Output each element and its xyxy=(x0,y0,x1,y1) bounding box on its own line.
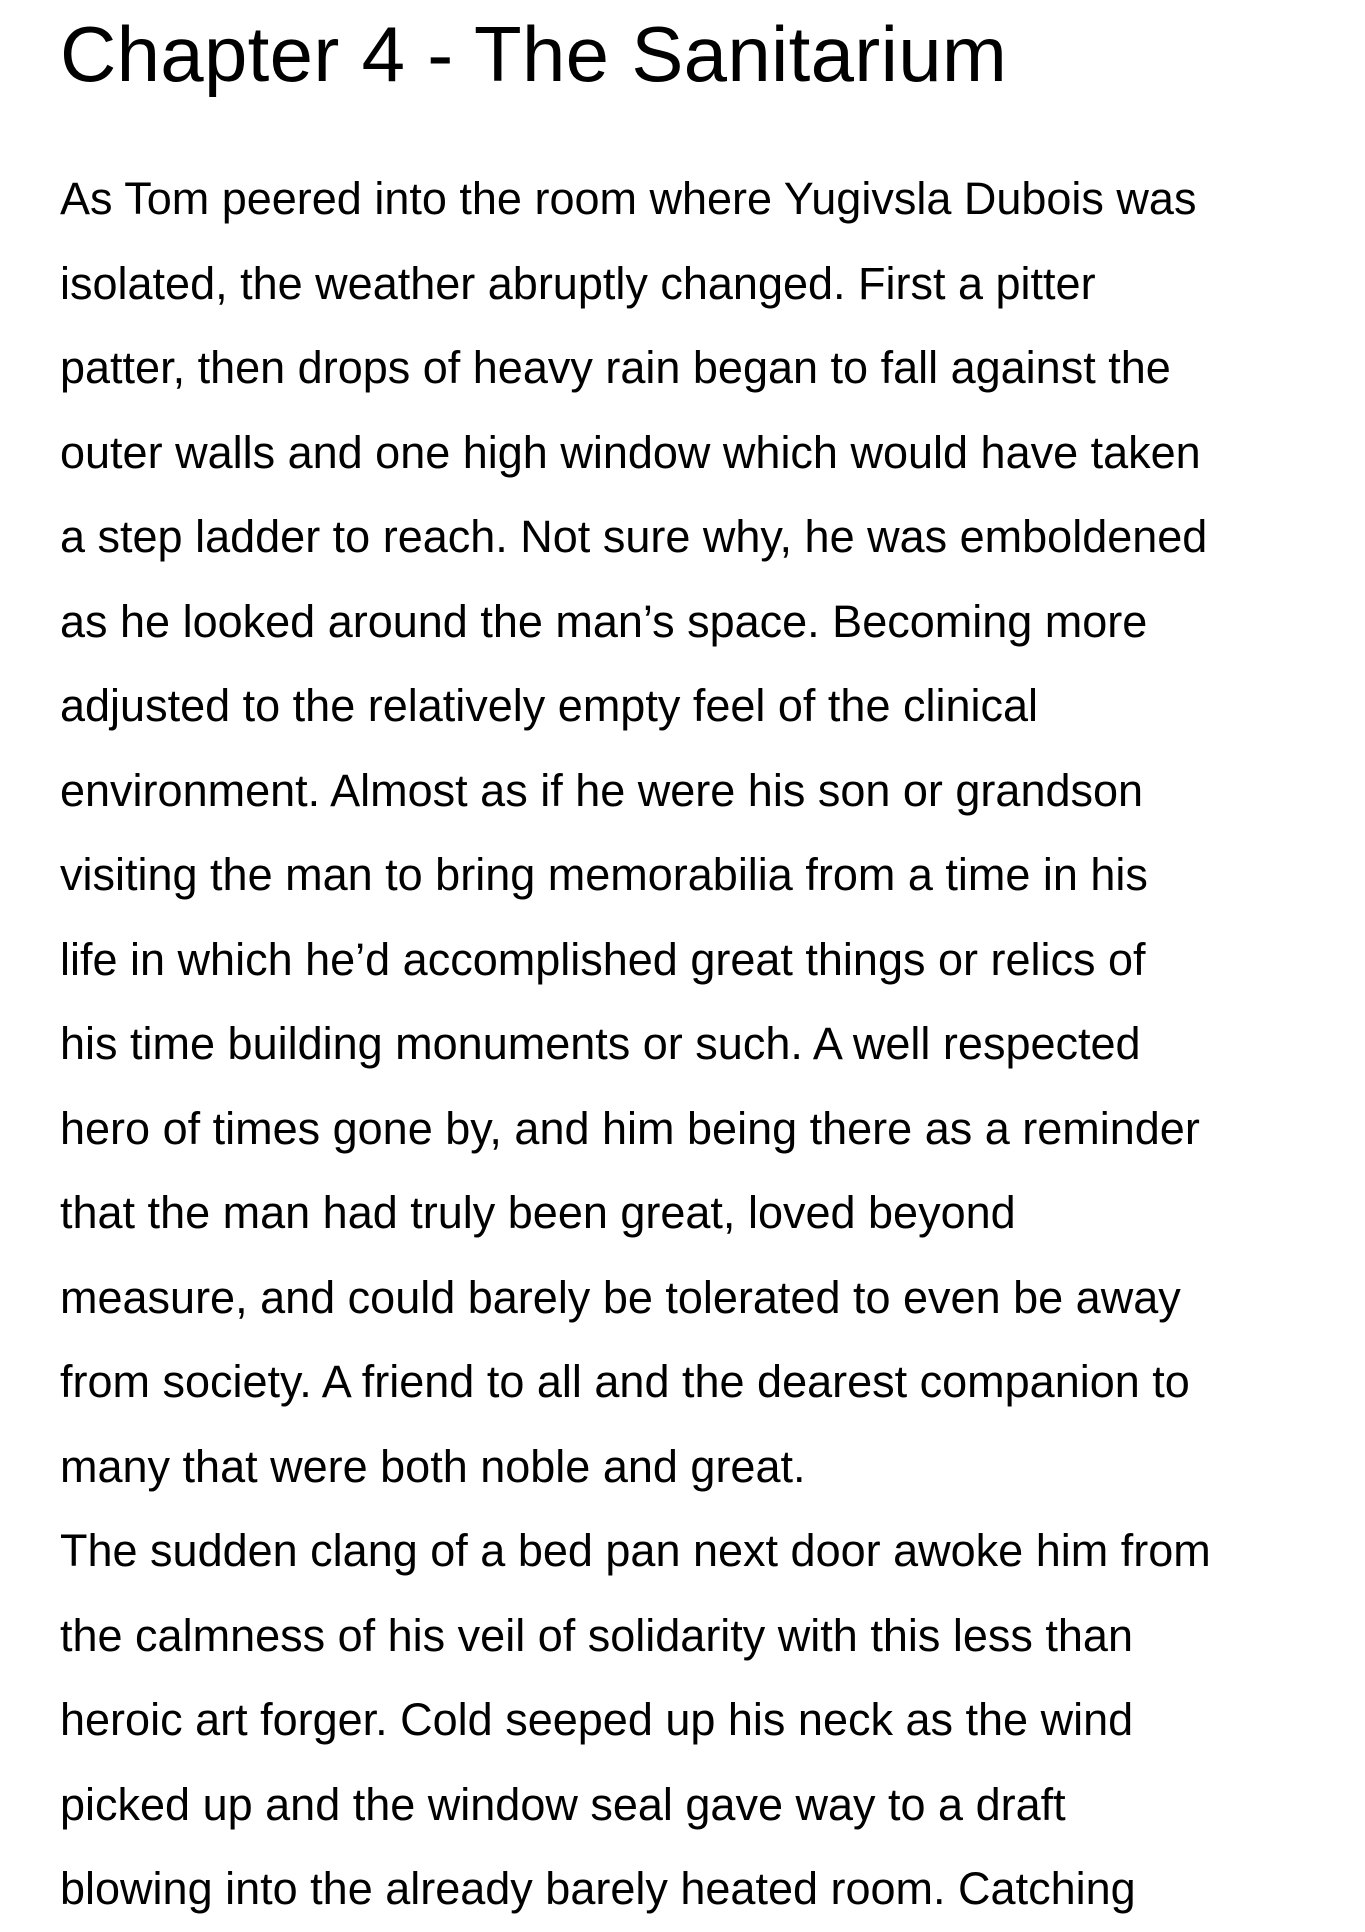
text-line: many that were both noble and great. xyxy=(60,1440,806,1492)
text-line: as he looked around the man’s space. Becoming more xyxy=(60,595,1148,647)
text-line: isolated, the weather abruptly changed. First a pitter xyxy=(60,257,1096,309)
text-line: the calmness of his veil of solidarity with this less than xyxy=(60,1609,1133,1661)
text-line: As Tom peered into the room where Yugivsla Dubois was xyxy=(60,173,1197,224)
text-line: adjusted to the relatively empty feel of the clinical xyxy=(60,680,1039,731)
text-line: visiting the man to bring memorabilia from a time in his xyxy=(60,849,1148,900)
text-line: outer walls and one high window which would have taken xyxy=(60,426,1201,478)
text-line: patter, then drops of heavy rain began to fall against the xyxy=(60,342,1171,393)
text-line: The sudden clang of a bed pan next door awoke him from xyxy=(60,1525,1211,1576)
text-line: measure, and could barely be tolerated to even be away xyxy=(60,1271,1181,1323)
text-line: his time building monuments or such. A well respected xyxy=(60,1018,1141,1069)
text-line: that the man had truly been great, loved beyond xyxy=(60,1187,1016,1238)
chapter-body xyxy=(60,157,1211,1932)
chapter-title: Chapter 4 - The Sanitarium xyxy=(60,10,1008,98)
text-line: picked up and the window seal gave way to a draft xyxy=(60,1778,1066,1830)
text-line: life in which he’d accomplished great things or relics of xyxy=(60,933,1146,985)
document-page xyxy=(60,0,1350,1914)
text-line: environment. Almost as if he were his son or grandson xyxy=(60,764,1144,816)
text-line: from society. A friend to all and the dearest companion to xyxy=(60,1356,1190,1407)
text-line: hero of times gone by, and him being there as a reminder xyxy=(60,1102,1200,1154)
text-line: blowing into the already barely heated room. Catching xyxy=(60,1863,1136,1914)
text-line: heroic art forger. Cold seeped up his neck as the wind xyxy=(60,1694,1134,1745)
text-line: a step ladder to reach. Not sure why, he was emboldened xyxy=(60,511,1208,562)
